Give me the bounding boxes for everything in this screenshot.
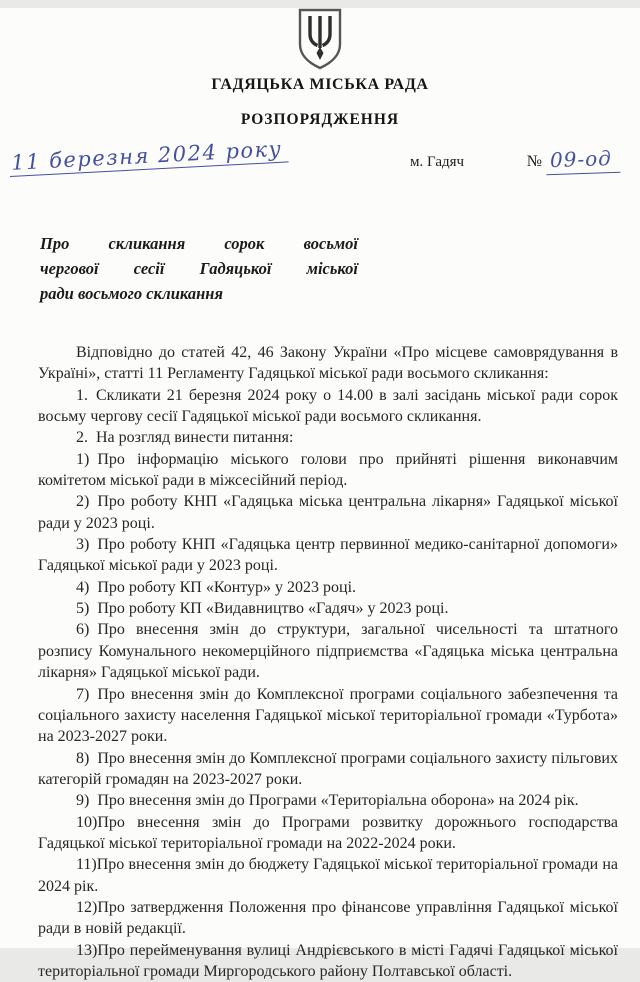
document-number xyxy=(527,147,620,174)
body-paragraph: 11)Про внесення змін до бюджету Гадяцької міської територіальної громади на 2024 рік. xyxy=(38,856,618,895)
body-paragraph: 9) Про внесення змін до Програми «Територіальна оборона» на 2024 рік. xyxy=(76,792,579,810)
document-page xyxy=(0,8,640,980)
body-paragraph: 5) Про роботу КП «Видавництво «Гадяч» у 2023 році. xyxy=(76,600,449,618)
subject-line: Про скликання сорок восьмої xyxy=(40,234,358,253)
body-paragraph: 2. На розгляд винести питання: xyxy=(76,429,294,447)
document-body xyxy=(0,342,640,982)
body-paragraph: 12)Про затвердження Положення про фінансове управління Гадяцької міської ради в новій редакції. xyxy=(38,898,618,938)
body-paragraph: Відповідно до статей 42, 46 Закону України «Про місцеве самоврядування в Україні», статті 11 Регламенту Гадяцької міської ради восьмого скликання: xyxy=(38,344,618,383)
body-paragraph: 8) Про внесення змін до Комплексної програми соціального захисту пільгових категорій громадян на 2023-2027 роки. xyxy=(38,749,618,788)
document-type-title: РОЗПОРЯДЖЕННЯ xyxy=(240,111,400,128)
subject-block xyxy=(40,231,358,306)
org-name-title: ГАДЯЦЬКА МІСЬКА РАДА xyxy=(211,76,429,93)
handwritten-number: 09-од xyxy=(546,146,621,176)
body-paragraph: 2) Про роботу КНП «Гадяцька міська центральна лікарня» Гадяцької міської ради у 2023 році. xyxy=(38,493,618,532)
body-paragraph: 7) Про внесення змін до Комплексної програми соціального забезпечення та соціального захисту населення Гадяцької міської територіальної громади «Турбота» на 2023-2027 роки. xyxy=(38,685,618,746)
place-label: м. Гадяч xyxy=(410,154,465,170)
body-paragraph: 6) Про внесення змін до структури, загальної чисельності та штатного розпису Комунального некомерційного підприємства «Гадяцька міська центральна лікарня» Гадяцької міської ради. xyxy=(38,621,618,682)
body-paragraph: 10)Про внесення змін до Програми розвитку дорожнього господарства Гадяцької міської територіальної громади на 2022-2024 роки. xyxy=(38,813,618,852)
subject-line: ради восьмого скликання xyxy=(40,284,223,303)
subject-line: чергової сесії Гадяцької міської xyxy=(40,259,358,278)
number-sign: № xyxy=(526,153,543,170)
body-paragraph: 1. Скликати 21 березня 2024 року о 14.00 в залі засідань міської ради сорок восьму чергову сесії Гадяцької міської ради восьмого скликання. xyxy=(38,386,618,426)
meta-row xyxy=(0,136,640,189)
handwritten-date: 11 березня 2024 року xyxy=(9,134,289,177)
body-paragraph: 1) Про інформацію міського голови про прийняті рішення виконавчим комітетом міської ради в міжсесійний період. xyxy=(38,450,618,490)
body-paragraph: 3) Про роботу КНП «Гадяцька центр первинної медико-санітарної допомоги» Гадяцької міської ради у 2023 році. xyxy=(38,536,618,575)
body-paragraph: 13)Про перейменування вулиці Андрієвського в місті Гадячі Гадяцької міської територіальної громади Миргородського району Полтавської області. xyxy=(38,941,618,980)
body-paragraph: 4) Про роботу КП «Контур» у 2023 році. xyxy=(76,578,357,596)
ukraine-trident-emblem-icon xyxy=(296,8,344,70)
